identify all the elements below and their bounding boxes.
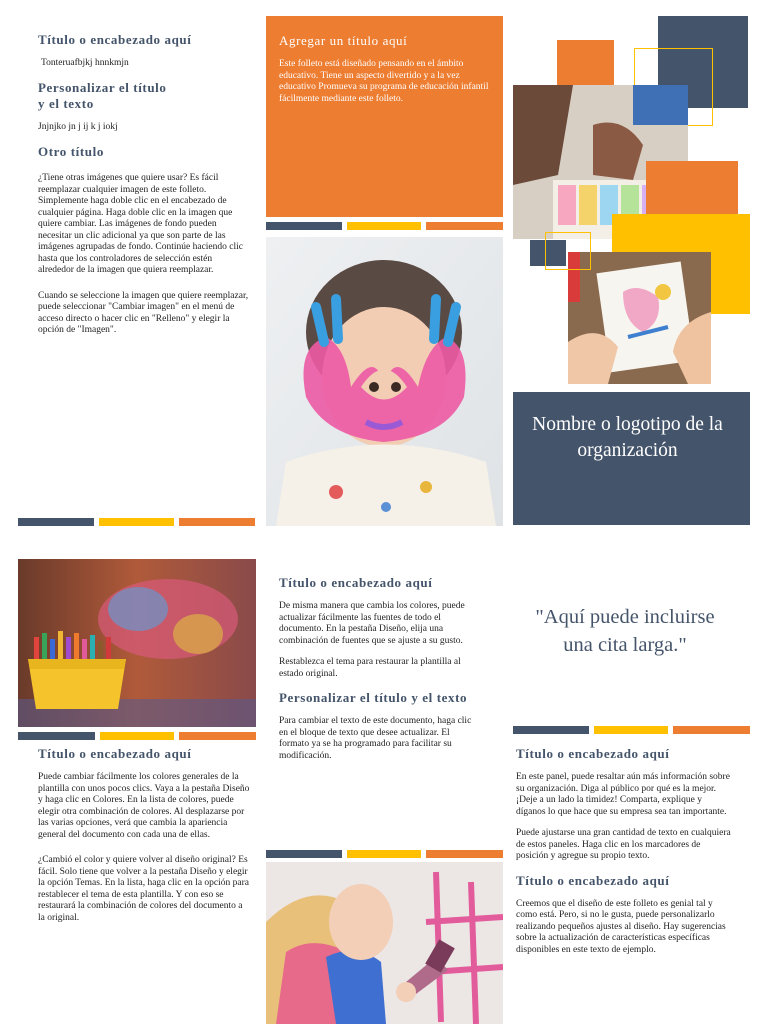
panel6-paragraph-1: En este panel, puede resaltar aún más información sobre su organización. Diga al público por qué es la mejor. ¡Deje a un lado la timidez! Comparta, explique y díganos lo que hace que su empresa sea tan importante. [516,772,730,817]
divider-bar-orange [426,850,503,858]
panel4-paragraph-2: ¿Cambió el color y quiere volver al diseño original? Es fácil. Solo tiene que volver a la pestaña Diseño y elegir la opción Temas. En la lista, haga clic en la opción para restablecer el tema de esta plantilla. Y con eso se restaurará la combinación de colores del documento a la original. [38,855,249,923]
panel1-paragraph-2: Cuando se seleccione la imagen que quiere reemplazar, puede seleccionar "Cambiar imagen" en el menú de acceso directo o hacer clic en "Relleno" y elegir la opción de "Imagen". [38,290,249,335]
intro-box [266,16,503,217]
divider-bar-yellow [594,726,668,734]
panel5-paragraph-3: Para cambiar el texto de este documento, haga clic en el bloque de texto que desee actualizar. El formato ya se ha programado para facilitar su modificación. [279,716,472,761]
panel6-heading-1: Título o encabezado aquí [516,746,670,761]
child-painted-hands-illustration [266,237,503,526]
divider-bar-orange [179,732,256,740]
kids-drawing-photo [568,252,711,384]
panel5-heading-1: Título o encabezado aquí [279,575,433,590]
panel1-heading-2-line-1: Personalizar el título [38,79,167,95]
child-painted-hands-photo [266,237,503,526]
kids-drawing-illustration [568,252,711,384]
panel1-paragraph-1: ¿Tiene otras imágenes que quiere usar? Es fácil reemplazar cualquier imagen de este folleto. Simplemente haga doble clic en el encabezado de cualquier página. Haga doble clic en la imagen que quiere cambiar. Las imágenes de fondo pueden necesitar un clic adicional ya que son parte de las imágenes agrupadas de fondo. Continúe haciendo clic hasta que los controladores de selección estén alrededor de la imagen que quiera reemplazar. [38,173,243,275]
panel4-paragraph-1: Puede cambiar fácilmente los colores generales de la plantilla con unos pocos clics. Vaya a la pestaña Diseño y haga clic en Colores. En la lista de colores, puede elegir otra combinación de colores. Al desplazarse por las varias opciones, verá que cambia la apariencia general del documento con cada una de ellas. [38,772,250,840]
divider-bar-navy [266,850,342,858]
panel-4 [38,746,250,924]
panel5-paragraph-2: Restablezca el tema para restaurar la plantilla al estado original. [279,657,461,679]
quote-block [530,603,720,659]
panel5-paragraph-1: De misma manera que cambia los colores, puede actualizar fácilmente las fuentes de todo el documento. En la pestaña Diseño, elija una combinación de fuentes que se ajuste a su gusto. [279,601,465,646]
panel-5 [279,575,481,762]
divider-bar-orange [673,726,750,734]
panel6-paragraph-3: Creemos que el diseño de este folleto es genial tal y como está. Pero, si no le gusta, puede personalizarlo realizando pequeños ajustes al diseño. Hay sugerencias sobre la actualización de características específicas disponibles en este texto de ejemplo. [516,898,726,955]
pull-quote: "Aquí puede incluirse una cita larga." [535,606,715,656]
divider-bar-orange [426,222,503,230]
intro-box-text: Este folleto está diseñado pensando en el ámbito educativo. Tiene un aspecto divertido y a la vez educativo Promueva su programa de educación infantil fácilmente mediante este folleto. [279,59,489,104]
organization-box [513,392,750,525]
intro-box-heading: Agregar un título aquí [279,33,408,48]
girl-painting-illustration [266,862,503,1024]
panel4-heading: Título o encabezado aquí [38,746,192,761]
divider-bar-yellow [100,732,174,740]
crayons-photo [18,559,256,727]
divider-bar-orange [179,518,255,526]
panel1-text-1: Tonteruafbjkj hnnkmjn [41,58,129,68]
crayons-illustration [18,559,256,727]
panel1-heading-3: Otro título [38,144,104,159]
panel6-paragraph-2: Puede ajustarse una gran cantidad de texto en cualquiera de estos paneles. Haga clic en los marcadores de posición y agregue su propio texto. [516,828,731,861]
divider-bar-yellow [347,850,421,858]
girl-painting-photo [266,862,503,1024]
panel1-text-2: Jnjnjko jn j ij k j iokj [38,121,118,132]
panel5-heading-2: Personalizar el título y el texto [279,690,468,705]
divider-bar-navy [18,732,95,740]
panel1-heading-2-line-2: y el texto [38,95,94,111]
panel-6 [516,746,732,956]
divider-bar-navy [513,726,589,734]
collage-outline-frame-small [545,232,591,270]
panel-1 [38,32,250,337]
panel1-heading-1: Título o encabezado aquí [38,32,192,47]
divider-bar-yellow [99,518,174,526]
divider-bar-navy [266,222,342,230]
panel6-heading-2: Título o encabezado aquí [516,872,670,888]
collage-block-orange [557,40,614,85]
panel1-heading-2 [38,80,250,112]
divider-bar-yellow [347,222,421,230]
divider-bar-navy [18,518,94,526]
organization-name: Nombre o logotipo de la organización [532,414,723,461]
